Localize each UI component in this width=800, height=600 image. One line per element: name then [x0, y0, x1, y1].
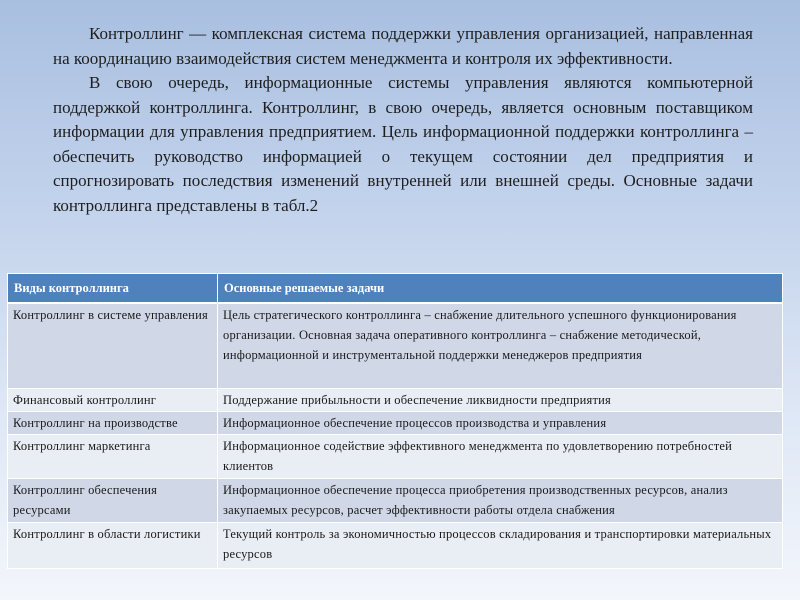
controlling-tasks-cell: Текущий контроль за экономичностью процессов складирования и транспортировки материальных ресурсов	[218, 523, 783, 569]
controlling-type-cell: Финансовый контроллинг	[8, 389, 218, 412]
controlling-tasks-cell: Цель стратегического контроллинга – снабжение длительного успешного функционирования организации. Основная задача оперативного контроллинга – снабжение методической, информационной и инструментальной поддержки менеджеров предприятия	[218, 303, 783, 389]
controlling-tasks-cell: Информационное обеспечение процесса приобретения производственных ресурсов, анализ закупаемых ресурсов, расчет эффективности работы отдела снабжения	[218, 479, 783, 523]
intro-paragraph-2: В свою очередь, информационные системы управления являются компьютерной поддержкой контроллинга. Контроллинг, в свою очередь, является основным поставщиком информации для управления предприятием. Цель информационной поддержки контроллинга – обеспечить руководство информацией о текущем состоянии дел предприятия и спрогнозировать последствия изменений внутренней или внешней среды. Основные задачи контроллинга представлены в табл.2	[53, 73, 753, 215]
intro-paragraph-1: Контроллинг — комплексная система поддержки управления организацией, направленная на координацию взаимодействия систем менеджмента и контроля их эффективности.	[53, 24, 753, 68]
header-main-tasks: Основные решаемые задачи	[218, 274, 783, 304]
controlling-tasks-cell: Информационное обеспечение процессов производства и управления	[218, 412, 783, 435]
table-row	[8, 412, 783, 435]
controlling-tasks-table	[7, 273, 783, 569]
controlling-tasks-cell: Поддержание прибыльности и обеспечение ликвидности предприятия	[218, 389, 783, 412]
controlling-type-cell: Контроллинг маркетинга	[8, 435, 218, 479]
controlling-type-cell: Контроллинг в системе управления	[8, 303, 218, 389]
table-header-row	[8, 274, 783, 304]
controlling-type-cell: Контроллинг на производстве	[8, 412, 218, 435]
table-row	[8, 303, 783, 389]
controlling-type-cell: Контроллинг в области логистики	[8, 523, 218, 569]
header-controlling-types: Виды контроллинга	[8, 274, 218, 304]
table-row	[8, 435, 783, 479]
table-row	[8, 479, 783, 523]
controlling-tasks-cell: Информационное содействие эффективного менеджмента по удовлетворению потребностей клиентов	[218, 435, 783, 479]
table-row	[8, 523, 783, 569]
controlling-type-cell: Контроллинг обеспечения ресурсами	[8, 479, 218, 523]
intro-text	[53, 22, 753, 218]
table-row	[8, 389, 783, 412]
